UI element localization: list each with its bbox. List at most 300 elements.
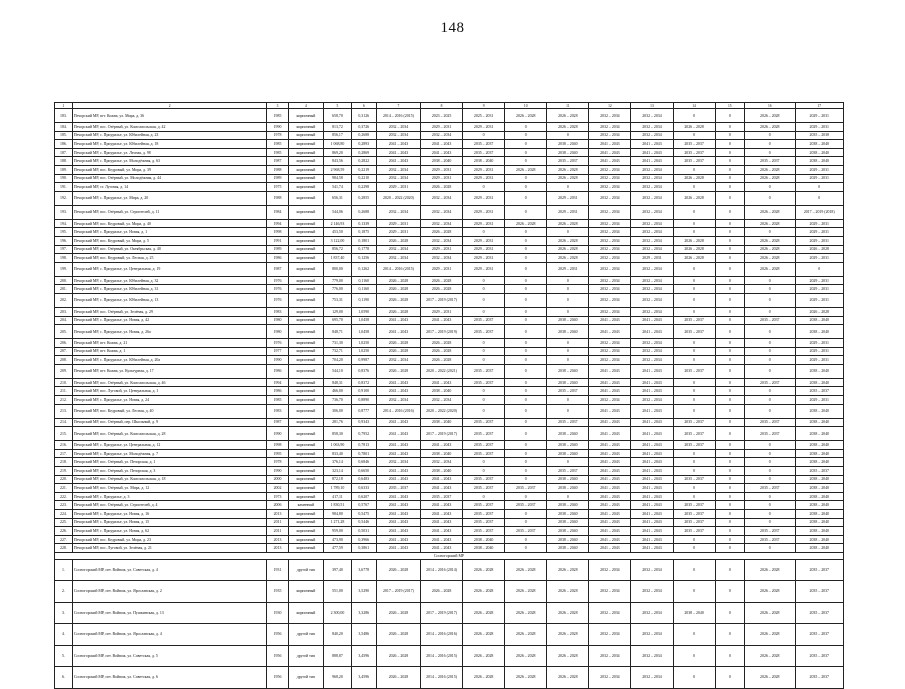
cell-c9: 0 — [463, 293, 505, 307]
cell-c12: 2041 – 2043 — [589, 418, 631, 427]
cell-n: 191. — [55, 183, 73, 192]
cell-c15: 0 — [715, 449, 744, 458]
cell-c17: 2029 – 2031 — [795, 293, 843, 307]
cell-year: 1987 — [267, 157, 288, 166]
cell-c12: 2032 – 2034 — [589, 645, 631, 667]
table-row — [55, 387, 844, 396]
cell-area: 869,20 — [324, 148, 351, 157]
table-row — [55, 441, 844, 450]
cell-year: 1986 — [267, 387, 288, 396]
cell-ratio: 3,5486 — [351, 624, 376, 646]
cell-c8: 2014 – 2016 (2015) — [421, 645, 463, 667]
cell-c15: 0 — [715, 148, 744, 157]
cell-c17: 2038 – 2040 — [795, 364, 843, 378]
cell-c14: 0 — [673, 219, 715, 228]
cell-c9: 0 — [463, 492, 505, 501]
cell-c8: 2032 – 2034 — [421, 396, 463, 405]
cell-c17: 2029 – 2031 — [795, 356, 843, 365]
cell-c10: 2026 – 2028 — [505, 602, 547, 624]
table-row — [55, 449, 844, 458]
cell-c13: 2029 – 2031 — [631, 254, 673, 263]
cell-c13: 2041 – 2043 — [631, 449, 673, 458]
cell-ratio: 0,2219 — [351, 165, 376, 174]
cell-n: 188. — [55, 157, 73, 166]
table-row — [55, 165, 844, 174]
cell-area: 281,76 — [324, 418, 351, 427]
cell-c14: 0 — [673, 544, 715, 553]
cell-type: кирпичный — [288, 339, 324, 348]
table-row — [55, 140, 844, 149]
cell-c9: 0 — [463, 339, 505, 348]
cell-c9: 2029 – 2031 — [463, 219, 505, 228]
cell-type: кирпичный — [288, 262, 324, 276]
cell-c14: 0 — [673, 624, 715, 646]
cell-c9: 2035 – 2037 — [463, 449, 505, 458]
cell-c17: 2038 – 2040 — [795, 544, 843, 553]
cell-c16: 2035 – 2037 — [745, 535, 795, 544]
cell-c16: 0 — [745, 285, 795, 294]
cell-area: 1 271,28 — [324, 518, 351, 527]
cell-c17: 2038 – 2040 — [795, 148, 843, 157]
cell-year: 1978 — [267, 458, 288, 467]
cell-n: 226. — [55, 527, 73, 536]
cell-c7: 2035 – 2037 — [376, 484, 420, 493]
cell-c13: 2032 – 2034 — [631, 183, 673, 192]
cell-type: кирпичный — [288, 602, 324, 624]
cell-c7: 2026 – 2028 — [376, 307, 420, 316]
cell-type: кирпичный — [288, 316, 324, 325]
cell-c14: 0 — [673, 581, 715, 603]
cell-c9: 2029 – 2031 — [463, 174, 505, 183]
cell-year: 1987 — [267, 262, 288, 276]
cell-c16: 0 — [745, 347, 795, 356]
cell-c17: 2035 – 2037 — [795, 645, 843, 667]
cell-addr: Печорский МР, пос. Озёрный, ул. Мира, д. 12 — [72, 484, 267, 493]
cell-c16: 0 — [745, 396, 795, 405]
cell-c12: 2032 – 2034 — [589, 339, 631, 348]
cell-c15: 0 — [715, 427, 744, 441]
cell-c7: 2041 – 2043 — [376, 535, 420, 544]
cell-c13: 2032 – 2034 — [631, 347, 673, 356]
cell-year: 1984 — [267, 205, 288, 219]
cell-area: 776,00 — [324, 285, 351, 294]
cell-c8: 2026 – 2028 — [421, 183, 463, 192]
table-row — [55, 316, 844, 325]
cell-n: 187. — [55, 148, 73, 157]
cell-c9: 2029 – 2031 — [463, 236, 505, 245]
cell-c16: 0 — [745, 191, 795, 205]
cell-c10: 2026 – 2028 — [505, 165, 547, 174]
cell-c12: 2041 – 2043 — [589, 527, 631, 536]
cell-year: 1976 — [267, 293, 288, 307]
cell-area: 658,70 — [324, 109, 351, 123]
cell-addr: Печорский МР, пос. Озёрный, ул. Комсомольская, д. 46 — [72, 378, 267, 387]
cell-n: 203. — [55, 307, 73, 316]
cell-c11: 0 — [547, 404, 589, 418]
cell-c9: 0 — [463, 387, 505, 396]
cell-c9: 2026 – 2028 — [463, 645, 505, 667]
cell-c11: 2038 – 2040 — [547, 148, 589, 157]
cell-addr: Печорский МР, с. Приуралье, ул. Новая, д. 26а — [72, 325, 267, 339]
cell-type: кирпичный — [288, 174, 324, 183]
cell-c17: 2029 – 2031 — [795, 228, 843, 237]
table-row — [55, 364, 844, 378]
cell-c16: 2035 – 2037 — [745, 378, 795, 387]
cell-c12: 2032 – 2034 — [589, 285, 631, 294]
column-number: 13 — [631, 103, 673, 109]
cell-n: 210. — [55, 378, 73, 387]
cell-c10: 0 — [505, 441, 547, 450]
cell-c8: 2041 – 2043 — [421, 535, 463, 544]
cell-year: 1956 — [267, 645, 288, 667]
cell-c10: 2026 – 2028 — [505, 624, 547, 646]
cell-c11: 2038 – 2040 — [547, 427, 589, 441]
cell-type: кирпичный — [288, 325, 324, 339]
cell-c16: 0 — [745, 404, 795, 418]
cell-c12: 2032 – 2034 — [589, 356, 631, 365]
cell-area: 731,30 — [324, 339, 351, 348]
cell-c10: 0 — [505, 157, 547, 166]
cell-type: кирпичный — [288, 254, 324, 263]
cell-c10: 0 — [505, 387, 547, 396]
cell-c10: 0 — [505, 475, 547, 484]
cell-c10: 0 — [505, 458, 547, 467]
cell-n: 228. — [55, 544, 73, 553]
cell-type: кирпичный — [288, 183, 324, 192]
cell-c15: 0 — [715, 475, 744, 484]
cell-addr: Печорский МР, пос. Кедровый, ул. Мира, д. 40 — [72, 219, 267, 228]
cell-c13: 2041 – 2043 — [631, 475, 673, 484]
cell-c7: 2032 – 2034 — [376, 458, 420, 467]
cell-c15: 0 — [715, 191, 744, 205]
cell-year: 1991 — [267, 236, 288, 245]
cell-c8: 2017 – 2019 (2019) — [421, 325, 463, 339]
cell-c15: 0 — [715, 245, 744, 254]
cell-c17: 2038 – 2040 — [795, 484, 843, 493]
cell-c9: 0 — [463, 458, 505, 467]
cell-type: другой тип — [288, 645, 324, 667]
cell-c11: 2026 – 2028 — [547, 109, 589, 123]
cell-n: 225. — [55, 518, 73, 527]
cell-c11: 2026 – 2028 — [547, 254, 589, 263]
cell-c13: 2032 – 2034 — [631, 667, 673, 689]
cell-ratio: 0,6207 — [351, 492, 376, 501]
cell-c10: 0 — [505, 467, 547, 476]
cell-c16: 0 — [745, 492, 795, 501]
cell-c9: 2035 – 2037 — [463, 510, 505, 519]
cell-area: 840,20 — [324, 624, 351, 646]
cell-c11: 2038 – 2040 — [547, 475, 589, 484]
cell-c8: 2026 – 2028 — [421, 276, 463, 285]
cell-ratio: 0,8376 — [351, 364, 376, 378]
cell-ratio: 0,1256 — [351, 254, 376, 263]
cell-c10: 0 — [505, 205, 547, 219]
cell-c7: 2026 – 2028 — [376, 364, 420, 378]
cell-area: 477,59 — [324, 544, 351, 553]
cell-area: 959,00 — [324, 527, 351, 536]
cell-addr: Печорский МР, с. Приуралье, ул. Юбилейная, д. 13 — [72, 293, 267, 307]
cell-c9: 0 — [463, 228, 505, 237]
cell-area: 3 122,00 — [324, 236, 351, 245]
cell-area: 1 837,40 — [324, 254, 351, 263]
cell-c11: 2038 – 2040 — [547, 364, 589, 378]
cell-n: 199. — [55, 262, 73, 276]
cell-c9: 2025 – 2031 — [463, 109, 505, 123]
cell-c9: 0 — [463, 467, 505, 476]
cell-area: 376,14 — [324, 458, 351, 467]
cell-c16: 2026 – 2028 — [745, 262, 795, 276]
cell-c15: 0 — [715, 276, 744, 285]
table-row — [55, 667, 844, 689]
cell-c16: 2026 – 2028 — [745, 174, 795, 183]
cell-c8: 2032 – 2034 — [421, 131, 463, 140]
cell-year: 2013 — [267, 535, 288, 544]
cell-c15: 0 — [715, 467, 744, 476]
cell-c12: 2041 – 2043 — [589, 387, 631, 396]
cell-c12: 2041 – 2043 — [589, 441, 631, 450]
cell-c8: 2032 – 2034 — [421, 205, 463, 219]
cell-c13: 2041 – 2043 — [631, 458, 673, 467]
cell-c12: 2041 – 2043 — [589, 157, 631, 166]
cell-addr: Печорский МР, с. Приуралье, ул. Молодёжная, д. 7 — [72, 449, 267, 458]
cell-c11: 2038 – 2040 — [547, 441, 589, 450]
cell-ratio: 0,2893 — [351, 140, 376, 149]
cell-c13: 2041 – 2043 — [631, 467, 673, 476]
cell-n: 202. — [55, 293, 73, 307]
cell-n: 208. — [55, 356, 73, 365]
cell-c9: 2029 – 2031 — [463, 123, 505, 132]
cell-c8: 2020 – 2022 (2020) — [421, 404, 463, 418]
cell-type: кирпичный — [288, 205, 324, 219]
cell-c9: 0 — [463, 396, 505, 405]
cell-ratio: 0,7952 — [351, 427, 376, 441]
cell-c17: 2038 – 2040 — [795, 157, 843, 166]
cell-c17: 2038 – 2040 — [795, 378, 843, 387]
cell-year: 1988 — [267, 191, 288, 205]
cell-c7: 2026 – 2028 — [376, 276, 420, 285]
cell-c15: 0 — [715, 307, 744, 316]
table-row — [55, 378, 844, 387]
cell-n: 204. — [55, 316, 73, 325]
cell-ratio: 0,3726 — [351, 123, 376, 132]
cell-c14: 0 — [673, 449, 715, 458]
cell-c15: 0 — [715, 527, 744, 536]
cell-n: 211. — [55, 387, 73, 396]
cell-c11: 2026 – 2028 — [547, 123, 589, 132]
cell-area: 704,20 — [324, 356, 351, 365]
cell-c12: 2041 – 2043 — [589, 316, 631, 325]
cell-c7: 2041 – 2043 — [376, 157, 420, 166]
cell-year: 1995 — [267, 449, 288, 458]
cell-addr: Печорский МР, пгт. Кожва, ул. Культурная, д. 17 — [72, 364, 267, 378]
cell-year: 1985 — [267, 140, 288, 149]
cell-area: 856,72 — [324, 245, 351, 254]
cell-c12: 2032 – 2034 — [589, 254, 631, 263]
cell-c7: 2032 – 2034 — [376, 396, 420, 405]
cell-c10: 0 — [505, 347, 547, 356]
cell-addr: Печорский МР, с. Приуралье, ул. Новая, д. 16 — [72, 510, 267, 519]
cell-c16: 0 — [745, 293, 795, 307]
cell-c16: 0 — [745, 140, 795, 149]
cell-c16: 0 — [745, 501, 795, 510]
cell-addr: Сосногорский МР, пгт. Войвож, ул. Советская, д. 4 — [72, 559, 267, 581]
cell-c7: 2032 – 2034 — [376, 245, 420, 254]
table-row — [55, 293, 844, 307]
cell-addr: Печорский МР, пос. Кедровый, ул. Мира, д. 23 — [72, 535, 267, 544]
cell-c8: 2041 – 2043 — [421, 475, 463, 484]
cell-year: 1994 — [267, 378, 288, 387]
table-row — [55, 458, 844, 467]
cell-c17: 2038 – 2040 — [795, 441, 843, 450]
table-row — [55, 404, 844, 418]
cell-c17: 2029 – 2031 — [795, 109, 843, 123]
cell-c16: 0 — [745, 276, 795, 285]
table-row — [55, 276, 844, 285]
cell-c17: 0 — [795, 262, 843, 276]
cell-year: 1998 — [267, 228, 288, 237]
cell-c15: 0 — [715, 123, 744, 132]
cell-c14: 2035 – 2037 — [673, 518, 715, 527]
cell-addr: Печорский МР, с. Приуралье, ул. Новая, д. 15 — [72, 518, 267, 527]
cell-c12: 2032 – 2034 — [589, 624, 631, 646]
cell-c8: 2026 – 2028 — [421, 356, 463, 365]
table-row — [55, 484, 844, 493]
cell-area: 848,31 — [324, 378, 351, 387]
cell-n: 195. — [55, 228, 73, 237]
cell-type: кирпичный — [288, 293, 324, 307]
cell-c17: 2038 – 2040 — [795, 458, 843, 467]
cell-area: 833,40 — [324, 449, 351, 458]
cell-c7: 2026 – 2028 — [376, 347, 420, 356]
cell-c8: 2041 – 2043 — [421, 510, 463, 519]
cell-c16: 0 — [745, 449, 795, 458]
cell-n: 189. — [55, 165, 73, 174]
cell-c13: 2032 – 2034 — [631, 219, 673, 228]
cell-c17: 2029 – 2031 — [795, 276, 843, 285]
cell-type: кирпичный — [288, 219, 324, 228]
cell-c16: 2026 – 2028 — [745, 219, 795, 228]
cell-c9: 2035 – 2037 — [463, 148, 505, 157]
cell-c14: 0 — [673, 404, 715, 418]
cell-c12: 2032 – 2034 — [589, 667, 631, 689]
cell-c8: 2029 – 2031 — [421, 165, 463, 174]
cell-c10: 0 — [505, 191, 547, 205]
cell-c7: 2041 – 2043 — [376, 475, 420, 484]
cell-type: кирпичный — [288, 518, 324, 527]
cell-c15: 0 — [715, 559, 744, 581]
cell-year: 1975 — [267, 183, 288, 192]
cell-c14: 0 — [673, 378, 715, 387]
cell-c11: 2026 – 2028 — [547, 165, 589, 174]
table-row — [55, 254, 844, 263]
cell-c17: 2035 – 2037 — [795, 602, 843, 624]
cell-c11: 2029 – 2031 — [547, 205, 589, 219]
cell-c10: 2035 – 2037 — [505, 484, 547, 493]
cell-c15: 0 — [715, 458, 744, 467]
cell-c7: 2026 – 2028 — [376, 236, 420, 245]
table-row — [55, 544, 844, 553]
cell-c7: 2026 – 2028 — [376, 293, 420, 307]
cell-c7: 2041 – 2043 — [376, 378, 420, 387]
cell-c12: 2032 – 2034 — [589, 183, 631, 192]
cell-type: кирпичный — [288, 245, 324, 254]
cell-c9: 2038 – 2040 — [463, 157, 505, 166]
column-number: 7 — [376, 103, 420, 109]
cell-c8: 2032 – 2034 — [421, 458, 463, 467]
cell-c8: 2041 – 2043 — [421, 518, 463, 527]
cell-type: кирпичный — [288, 364, 324, 378]
cell-area: 1 830,51 — [324, 501, 351, 510]
cell-ratio: 0,6650 — [351, 467, 376, 476]
cell-type: кирпичный — [288, 404, 324, 418]
cell-c15: 0 — [715, 293, 744, 307]
cell-year: 2013 — [267, 544, 288, 553]
cell-c17: 2035 – 2037 — [795, 581, 843, 603]
cell-c16: 0 — [745, 356, 795, 365]
cell-c11: 0 — [547, 339, 589, 348]
cell-addr: Печорский МР, пос. Озёрный, ул. Строителей, д. 11 — [72, 205, 267, 219]
cell-c11: 2026 – 2028 — [547, 559, 589, 581]
cell-c11: 2035 – 2037 — [547, 418, 589, 427]
cell-c14: 2026 – 2028 — [673, 254, 715, 263]
cell-c11: 0 — [547, 458, 589, 467]
cell-c15: 0 — [715, 518, 744, 527]
cell-c16: 2026 – 2028 — [745, 245, 795, 254]
cell-area: 858,30 — [324, 427, 351, 441]
cell-year: 1985 — [267, 109, 288, 123]
cell-c8: 2038 – 2040 — [421, 467, 463, 476]
cell-c9: 2029 – 2031 — [463, 245, 505, 254]
cell-c13: 2032 – 2034 — [631, 645, 673, 667]
cell-type: кирпичный — [288, 307, 324, 316]
cell-c8: 2017 – 2019 (2017) — [421, 602, 463, 624]
cell-c13: 2032 – 2034 — [631, 285, 673, 294]
table-row — [55, 183, 844, 192]
cell-c12: 2041 – 2043 — [589, 501, 631, 510]
cell-c17: 0 — [795, 183, 843, 192]
cell-c17: 2029 – 2031 — [795, 347, 843, 356]
cell-c12: 2032 – 2034 — [589, 276, 631, 285]
cell-c15: 0 — [715, 228, 744, 237]
cell-c7: 2026 – 2028 — [376, 339, 420, 348]
cell-c12: 2041 – 2043 — [589, 449, 631, 458]
cell-c16: 2026 – 2028 — [745, 667, 795, 689]
cell-c9: 2029 – 2031 — [463, 262, 505, 276]
cell-c9: 0 — [463, 347, 505, 356]
cell-c9: 0 — [463, 183, 505, 192]
cell-addr: Печорский МР, с. Приуралье, ул. Юбилейная, д. 32 — [72, 276, 267, 285]
cell-c12: 2032 – 2034 — [589, 602, 631, 624]
cell-c8: 2026 – 2028 — [421, 339, 463, 348]
cell-c16: 0 — [745, 364, 795, 378]
cell-c7: 2041 – 2043 — [376, 510, 420, 519]
table-row — [55, 559, 844, 581]
cell-c8: 2032 – 2034 — [421, 191, 463, 205]
cell-year: 2006 — [267, 501, 288, 510]
cell-addr: Печорский МР, пос. Озёрный, ул. Комсомольская, д. 28 — [72, 427, 267, 441]
cell-c17: 2029 – 2031 — [795, 174, 843, 183]
cell-c9: 2038 – 2040 — [463, 535, 505, 544]
cell-c12: 2032 – 2034 — [589, 228, 631, 237]
table-row — [55, 307, 844, 316]
cell-type: кирпичный — [288, 165, 324, 174]
cell-c17: 2029 – 2031 — [795, 219, 843, 228]
cell-ratio: 0,1801 — [351, 236, 376, 245]
cell-type: кирпичный — [288, 484, 324, 493]
cell-addr: Печорский МР, пгт. Кожва, д. 1 — [72, 347, 267, 356]
cell-c15: 0 — [715, 339, 744, 348]
cell-c17: 2038 – 2040 — [795, 518, 843, 527]
